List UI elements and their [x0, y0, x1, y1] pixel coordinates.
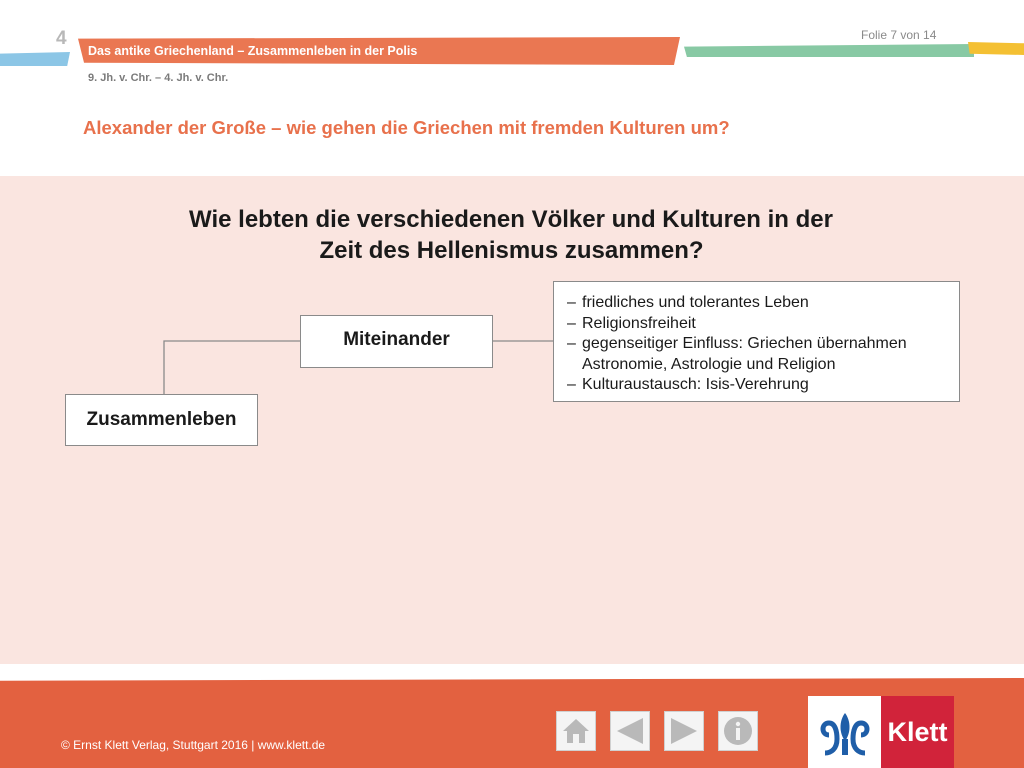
klett-logo-symbol — [808, 696, 881, 768]
details-item-text: Kulturaustausch: Isis-Verehrung — [582, 376, 809, 394]
details-item — [567, 375, 959, 396]
list-dash: – — [567, 335, 576, 353]
home-button[interactable] — [556, 711, 596, 751]
klett-logo — [808, 696, 954, 768]
klett-lily-icon — [815, 705, 875, 759]
question-line-1: Wie lebten die verschiedenen Völker und Kulturen in der — [189, 206, 833, 233]
info-icon — [721, 714, 755, 748]
details-item — [567, 334, 959, 375]
details-item-text: Religionsfreiheit — [582, 314, 696, 332]
details-item-continuation: Astronomie, Astrologie und Religion — [582, 355, 836, 373]
diagram-node-miteinander: Miteinander — [300, 315, 493, 368]
details-item — [567, 314, 959, 335]
details-item-text: friedliches und tolerantes Leben — [582, 294, 809, 311]
details-item — [567, 293, 959, 314]
question-line-2: Zeit des Hellenismus zusammen? — [319, 237, 704, 264]
arrow-left-icon — [613, 714, 647, 748]
list-dash: – — [567, 376, 576, 394]
copyright-text: © Ernst Klett Verlag, Stuttgart 2016 | www.klett.de — [61, 738, 326, 752]
chapter-number: 4 — [56, 28, 67, 49]
arrow-right-icon — [667, 714, 701, 748]
list-dash: – — [567, 314, 576, 332]
details-item-text: gegenseitiger Einfluss: Griechen übernahmen — [582, 335, 907, 353]
list-dash: – — [567, 294, 576, 311]
time-period: 9. Jh. v. Chr. – 4. Jh. v. Chr. — [88, 72, 229, 84]
diagram-details-box — [553, 281, 960, 402]
home-icon — [559, 714, 593, 748]
klett-logo-text: Klett — [887, 716, 948, 747]
diagram-node-zusammenleben: Zusammenleben — [65, 394, 258, 446]
details-list — [567, 293, 959, 396]
connector-root-to-child — [164, 341, 300, 394]
previous-slide-button[interactable] — [610, 711, 650, 751]
slide-counter: Folie 7 von 14 — [861, 28, 937, 42]
presentation-title: Das antike Griechenland – Zusammenleben in der Polis — [88, 44, 418, 58]
slide-subtitle: Alexander der Große – wie gehen die Griechen mit fremden Kulturen um? — [83, 117, 730, 138]
info-button[interactable] — [718, 711, 758, 751]
klett-logo-wordmark — [881, 696, 954, 768]
next-slide-button[interactable] — [664, 711, 704, 751]
